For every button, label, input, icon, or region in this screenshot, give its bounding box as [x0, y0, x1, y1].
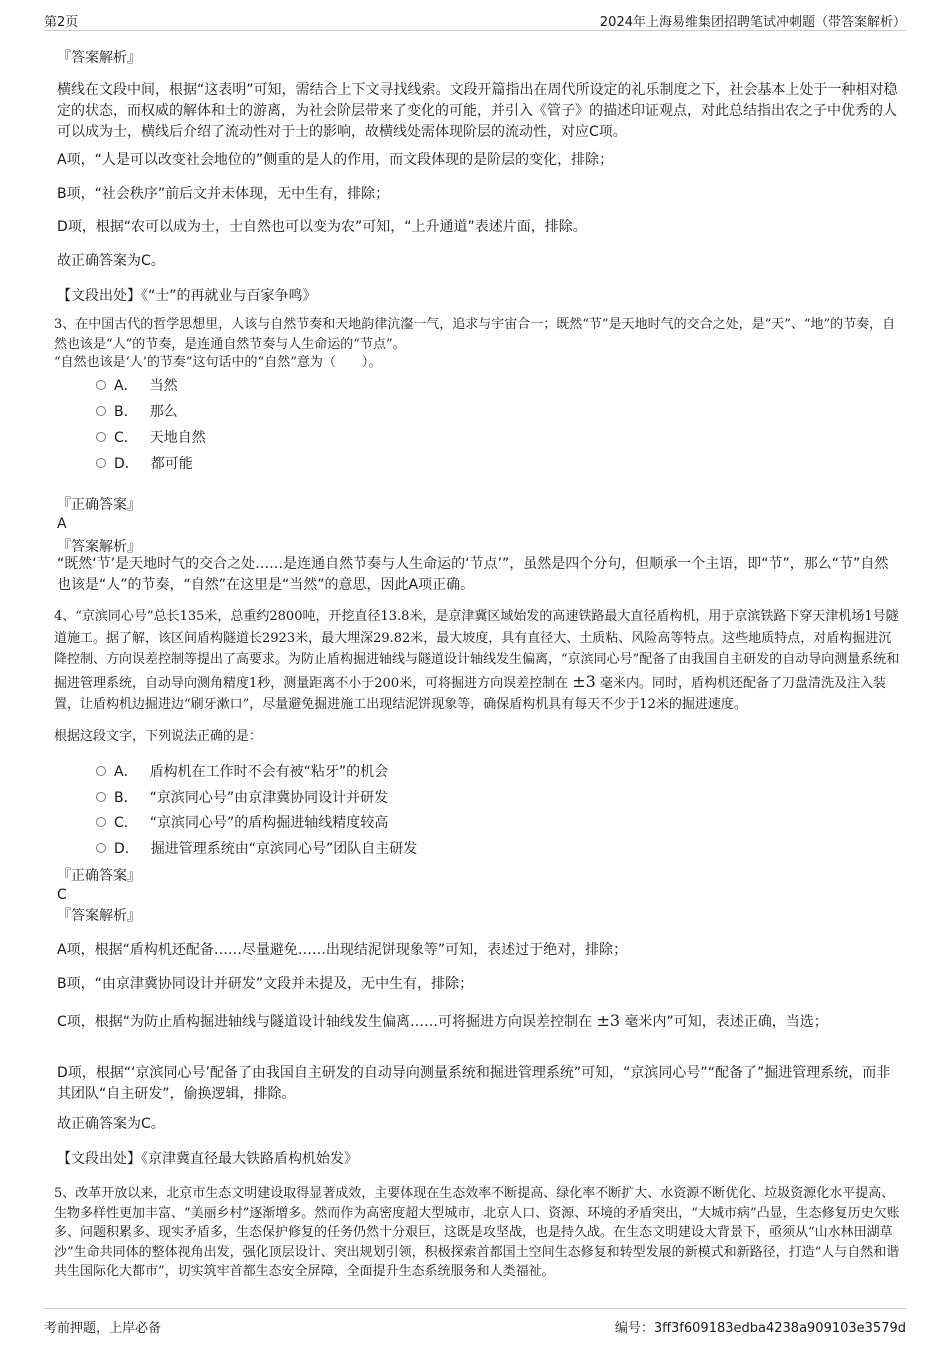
q3-option-b[interactable]: B． 那么: [96, 402, 178, 422]
page-footer: [44, 1308, 906, 1345]
q2-source: 【文段出处】《“士”的再就业与百家争鸣》: [57, 288, 317, 304]
q4-analysis-option-d: D项，根据“‘京滨同心号’配备了由我国自主研发的自动导向测量系统和掘进管理系统”可知，“京滨同心号”“配备了”掘进管理系统，而非其团队“自主研发”，偷换逻辑，排除。: [57, 1065, 891, 1102]
q4-answer-title: 『正确答案』: [57, 868, 141, 884]
q2-analysis-title: 『答案解析』: [57, 50, 141, 66]
q3-answer-title: 『正确答案』: [57, 497, 141, 513]
page-header: [44, 0, 906, 31]
plus-minus-value: ±3: [596, 1011, 621, 1030]
q4-option-b[interactable]: B． “京滨同心号”由京津冀协同设计并研发: [96, 788, 388, 808]
q2-analysis-option-b: B项，“社会秩序”前后文并未体现，无中生有，排除；: [57, 186, 390, 202]
q4-source: 【文段出处】《京津冀直径最大铁路盾构机始发》: [57, 1151, 358, 1167]
q4-analysis-option-c: C项，根据“为防止盾构掘进轴线与隧道设计轴线发生偏离……可将掘进方向误差控制在 ±3 毫米内”可知，表述正确，当选；: [57, 1011, 828, 1030]
page-number: 第2页: [44, 15, 79, 30]
q2-analysis-text: 横线在文段中间，根据“这表明”可知，需结合上下文寻找线索。文段开篇指出在周代所设定的礼乐制度之下，社会基本上处于一种相对稳定的状态，而权威的解体和士的游离，为社会阶层带来了变化的可能，并引入《管子》的描述印证观点，对此总结指出农之子中优秀的人可以成为士，横线后介绍了流动性对于士的影响，故横线处需体现阶层的流动性，对应C项。: [57, 82, 898, 140]
q4-analysis-option-b: B项，“由京津冀协同设计并研发”文段并未提及，无中生有，排除；: [57, 976, 474, 992]
q3-option-d[interactable]: D． 都可能: [96, 454, 193, 474]
q3-question: “自然也该是‘人’的节奏”这句话中的“自然”意为（ ）。: [54, 355, 382, 370]
q4-conclusion: 故正确答案为C。: [57, 1116, 165, 1132]
q2-analysis-option-d: D项，根据“农可以成为士，士自然也可以变为农”可知，“上升通道”表述片面，排除。: [57, 219, 587, 235]
q4-option-d[interactable]: D． 掘进管理系统由“京滨同心号”团队自主研发: [96, 839, 417, 859]
radio-button[interactable]: [96, 458, 106, 468]
q4-option-c[interactable]: C． “京滨同心号”的盾构掘进轴线精度较高: [96, 813, 388, 833]
q4-analysis-option-a: A项，根据“盾构机还配备……尽量避免……出现结泥饼现象等”可知，表述过于绝对，排除；: [57, 942, 628, 958]
document-title: 2024年上海易维集团招聘笔试冲刺题（带答案解析）: [599, 15, 906, 30]
q4-option-a[interactable]: A． 盾构机在工作时不会有被“粘牙”的机会: [96, 762, 388, 782]
radio-button[interactable]: [96, 792, 106, 802]
q2-conclusion: 故正确答案为C。: [57, 253, 165, 269]
q2-analysis-option-a: A项，“人是可以改变社会地位的”侧重的是人的作用，而文段体现的是阶层的变化，排除；: [57, 152, 614, 168]
radio-button[interactable]: [96, 817, 106, 827]
q4-answer: C: [57, 887, 67, 903]
footer-slogan: 考前押题，上岸必备: [44, 1321, 162, 1336]
plus-minus-value: ±3: [572, 671, 596, 691]
q5-stem: 5、改革开放以来，北京市生态文明建设取得显著成效，主要体现在生态效率不断提高、绿化率不断扩大、水资源不断优化、垃圾资源化水平提高、生物多样性更加丰富、“美丽乡村”逐渐增多。然而作为高密度超大型城市，北京人口、资源、环境的矛盾突出，“大城市病”凸显，生态修复历史欠账多、问题积累多、现实矛盾多，生态保护修复的任务仍然十分艰巨，这既是攻坚战，也是持久战。在生态文明建设大背景下，亟须从“山水林田湖草沙”生命共同体的整体视角出发，强化顶层设计、突出规划引领，积极探索首都国土空间生态修复和转型发展的新模式和新路径，打造“人与自然和谐共生国际化大都市”，切实筑牢首都生态安全屏障，全面提升生态系统服务和人类福祉。: [54, 1186, 900, 1279]
q4-analysis-title: 『答案解析』: [57, 908, 141, 924]
radio-button[interactable]: [96, 406, 106, 416]
q3-analysis-text: “既然‘节’是天地时气的交合之处……是连通自然节奏与人生命运的‘节点’”，虽然是四个分句，但顺承一个主语，即“节”，那么“节”自然也该是“人”的节奏，“自然”在这里是“当然”的意思，因此A项正确。: [57, 556, 889, 593]
q3-stem: 3、在中国古代的哲学思想里，人该与自然节奏和天地韵律沆瀣一气，追求与宇宙合一；既然“节”是天地时气的交合之处，是“天”、“地”的节奏，自然也该是“人”的节奏，是连通自然节奏与人生命运的“节点”。: [54, 317, 896, 352]
q3-analysis-title: 『答案解析』: [57, 539, 141, 555]
q3-option-a[interactable]: A． 当然: [96, 376, 178, 396]
radio-button[interactable]: [96, 380, 106, 390]
q3-answer: A: [57, 516, 67, 532]
radio-button[interactable]: [96, 766, 106, 776]
radio-button[interactable]: [96, 432, 106, 442]
radio-button[interactable]: [96, 843, 106, 853]
q4-stem: 4、“京滨同心号”总长135米，总重约2800吨，开挖直径13.8米，是京津冀区域始发的高速铁路最大直径盾构机，用于京滨铁路下穿天津机场1号隧道施工。据了解，该区间盾构隧道长2923米，最大埋深29.82米，最大坡度，具有直径大、土质粘、风险高等特点。这些地质特点，对盾构掘进沉降控制、方向误差控制等提出了高要求。为防止盾构掘进轴线与隧道设计轴线发生偏离，“京滨同心号”配备了由我国自主研发的自动导向测量系统和掘进管理系统，自动导向测角精度1秒，测量距离不小于200米，可将掘进方向误差控制在 ±3 毫米内。同时，盾构机还配备了刀盘清洗及注入装置，让盾构机边掘进边“刷牙漱口”，尽量避免掘进施工出现结泥饼现象等，确保盾构机具有每天不少于12米的掘进速度。: [54, 609, 900, 712]
document-code: 编号：3ff3f609183edba4238a909103e3579d: [614, 1321, 906, 1336]
q3-option-c[interactable]: C． 天地自然: [96, 428, 206, 448]
q4-prompt: 根据这段文字，下列说法正确的是：: [54, 729, 263, 744]
